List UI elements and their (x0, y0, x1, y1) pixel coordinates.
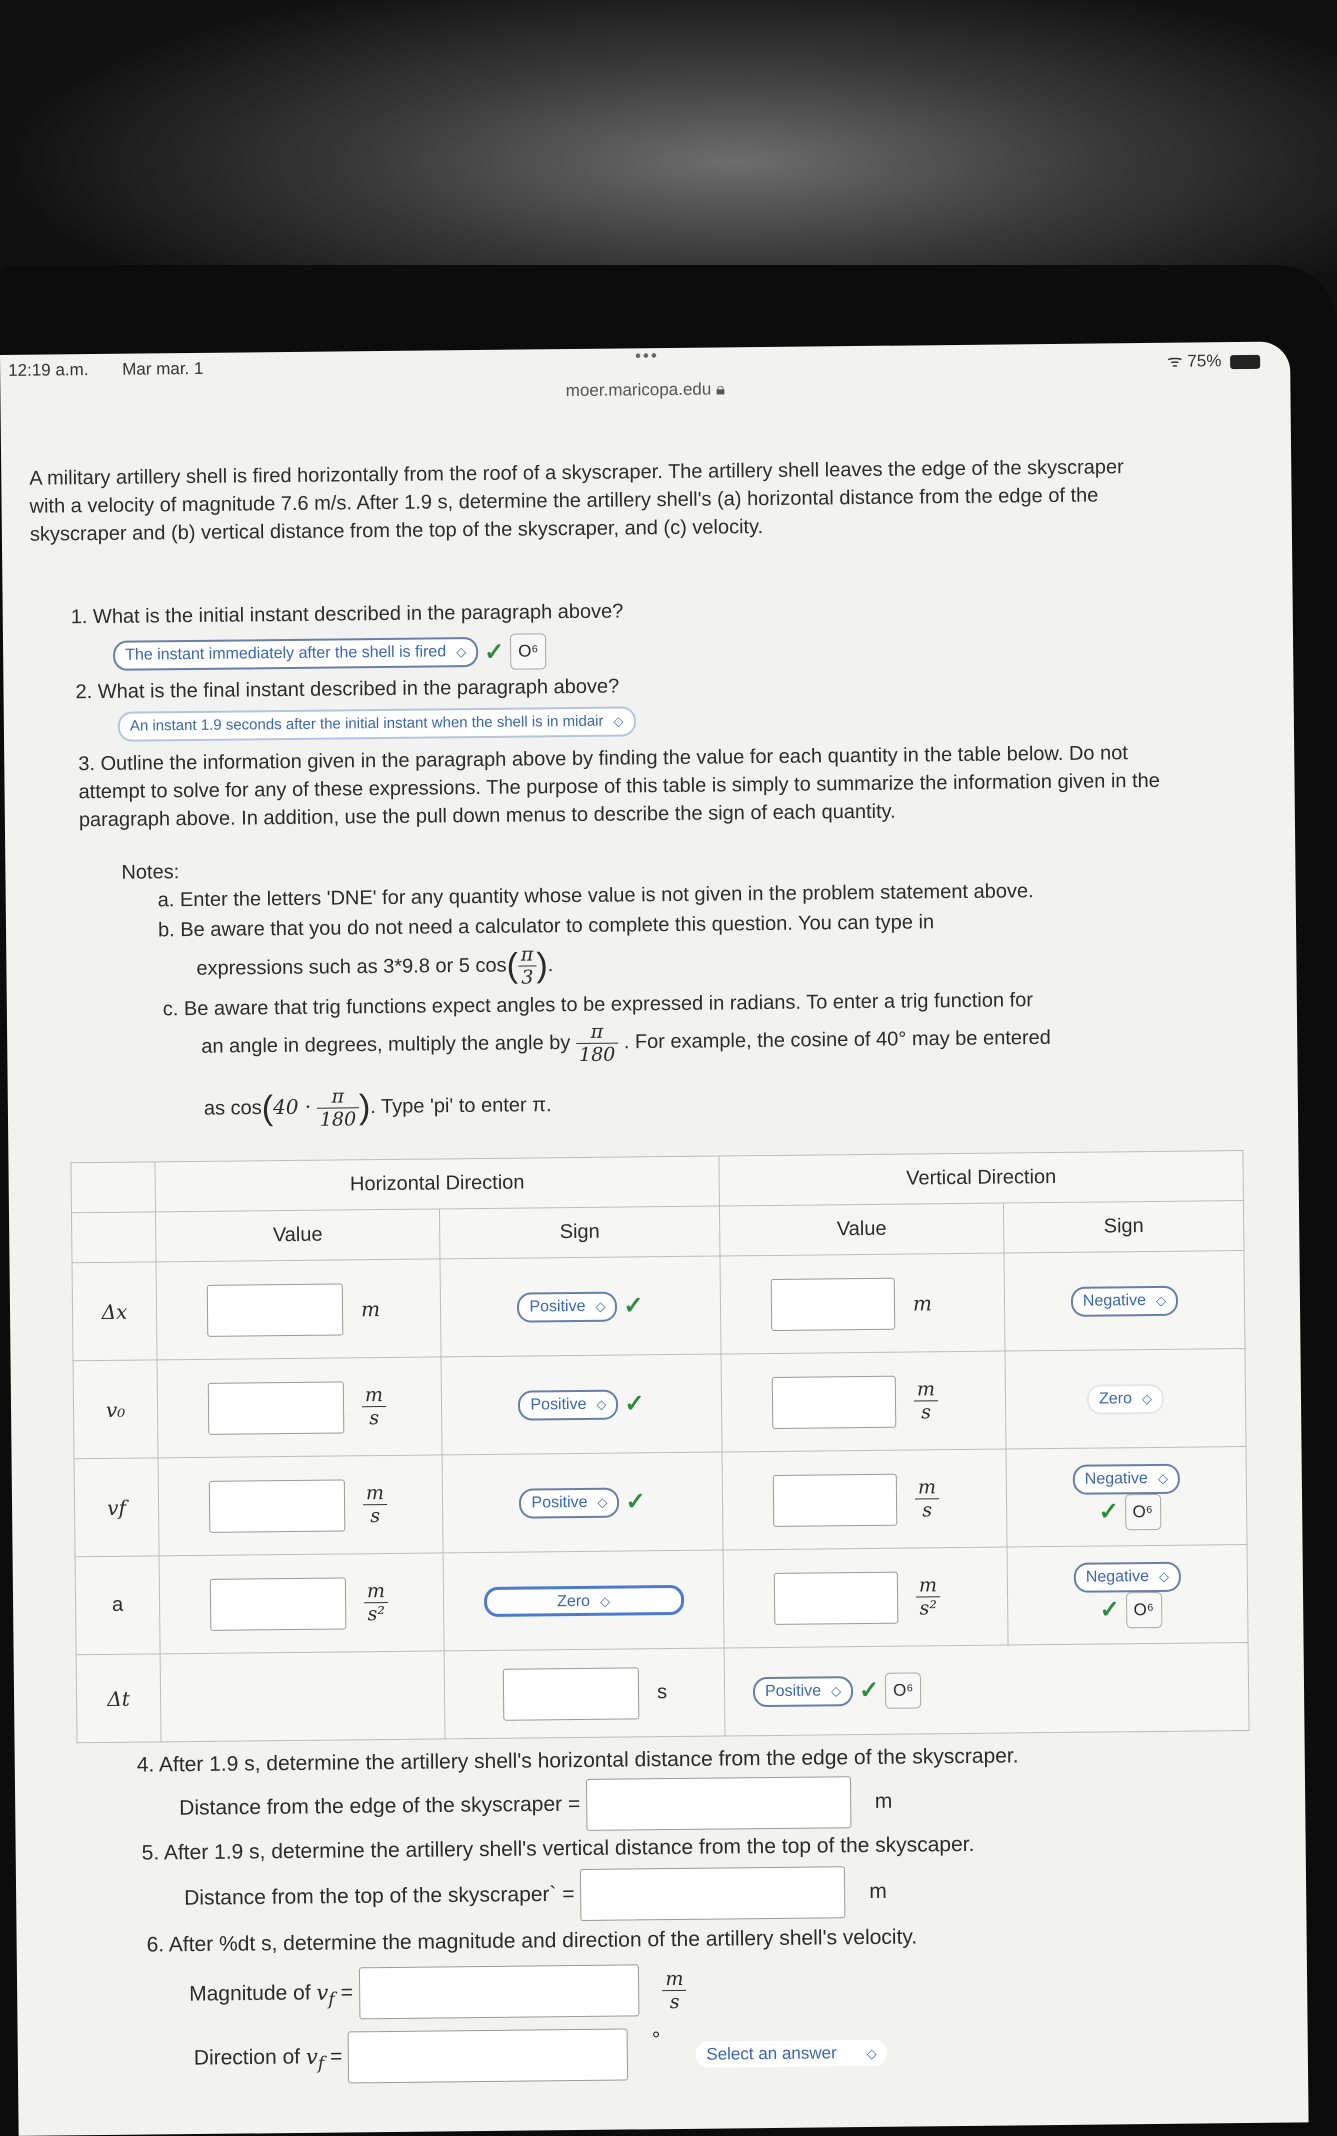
corner-cell (71, 1162, 156, 1213)
lock-icon: 🔒︎ (715, 379, 726, 399)
key-icon[interactable]: O⁶ (1125, 1493, 1161, 1529)
question-5 (142, 1833, 975, 1866)
chevron-icon: ◇ (1157, 1470, 1168, 1486)
note-b-text: expressions such as 3*9.8 or 5 cos (196, 954, 507, 980)
q3-text: Outline the information given in the paragraph above by finding the value for each quantity in the table below. Do not attempt to solve for any of these expressions. The purpose of this table is simply to summarize the information given in the paragraph above. In addition, use the pull down menus to describe the sign of each quantity. (78, 742, 1160, 832)
check-icon: ✓ (858, 1676, 880, 1705)
v-value-cell (722, 1449, 1007, 1550)
unit-num: m (916, 1574, 940, 1597)
v-sign-header: Sign (1003, 1201, 1244, 1254)
unit-den: s² (367, 1603, 386, 1626)
unit-den: s (370, 1505, 381, 1528)
unit-num: m (364, 1580, 388, 1603)
sign-value: Positive (530, 1395, 587, 1414)
status-time: 12:19 a.m. (8, 360, 89, 380)
forty-times: 40 · (272, 1094, 312, 1119)
unit-num: m (915, 1476, 939, 1499)
row-label-dx: Δx (72, 1262, 157, 1361)
q6-direction-row (194, 2026, 887, 2085)
unit: m (360, 1296, 381, 1321)
q3-note-c: c. Be aware that trig functions expect angles to be expressed in radians. To enter a trig function for (162, 989, 1034, 1021)
dx-h-sign-select[interactable] (517, 1291, 617, 1322)
h-value-cell (157, 1357, 442, 1458)
sign-value: Negative (1082, 1291, 1147, 1310)
v0-h-sign-select[interactable] (518, 1389, 618, 1420)
row-label-vf: vf (74, 1458, 159, 1557)
q3-note-c-line3 (204, 1083, 552, 1132)
dt-sign-cell (724, 1643, 1249, 1736)
q6-text: After %dt s, determine the magnitude and direction of the artillery shell's velocity. (168, 1925, 918, 1957)
pi-over-180-fraction (576, 1021, 619, 1066)
q3-notes-label: Notes: (121, 861, 180, 884)
q3-note-b-expr: expressions such as 3*9.8 or 5 cos( $\frac{\pi}{3}$ ). (196, 943, 554, 989)
vf-h-sign-select[interactable] (519, 1487, 619, 1518)
h-sign-cell (443, 1550, 724, 1651)
battery-indicator (1167, 348, 1260, 372)
q2-number: 2. (75, 681, 93, 704)
unit-num: m (914, 1378, 938, 1401)
q1-answer-select[interactable] (113, 637, 478, 671)
frac-num: π (518, 943, 537, 966)
vector-symbol: v (316, 1980, 329, 2005)
check-icon: ✓ (625, 1488, 646, 1516)
q4-unit: m (874, 1789, 893, 1813)
key-icon[interactable]: O⁶ (885, 1672, 921, 1708)
chevron-icon: ◇ (866, 2045, 877, 2061)
chevron-icon: ◇ (1141, 1390, 1153, 1406)
direction-select-value: Select an answer (706, 2042, 837, 2064)
a-h-sign-select[interactable] (483, 1584, 683, 1616)
q6-number: 6. (146, 1933, 165, 1957)
row-label-dt: Δt (76, 1654, 161, 1743)
vertical-header: Vertical Direction (719, 1151, 1243, 1206)
h-sign-header: Sign (439, 1206, 720, 1259)
velocity-unit-fraction (662, 1967, 687, 2012)
sign-value: Zero (557, 1592, 591, 1610)
sign-value: Negative (1084, 1469, 1148, 1488)
unit-num: m (662, 1967, 686, 1990)
v-sign-cell (1005, 1349, 1246, 1450)
sign-value: Positive (529, 1297, 586, 1316)
key-icon[interactable]: O⁶ (510, 633, 546, 669)
dx-v-value-input[interactable] (771, 1277, 896, 1330)
unit: s (656, 1681, 668, 1704)
chevron-icon: ◇ (1158, 1568, 1170, 1584)
q6-magnitude-row (189, 1964, 687, 2021)
dt-empty-cell (160, 1651, 445, 1742)
question-content (29, 453, 1180, 549)
chevron-icon: ◇ (613, 713, 624, 729)
q5-unit: m (869, 1879, 887, 1903)
dt-sign-select[interactable] (753, 1676, 853, 1707)
unit-fraction (916, 1574, 941, 1619)
sign-value: Positive (764, 1681, 822, 1700)
url-text: moer.maricopa.edu (565, 379, 712, 401)
q6-direction-input[interactable] (348, 2029, 629, 2084)
frac-den: 3 (521, 966, 534, 989)
v0-v-value-input[interactable] (772, 1375, 897, 1428)
v-value-header: Value (719, 1203, 1004, 1256)
question-1 (71, 600, 624, 629)
question-6 (147, 1925, 918, 1957)
q3-note-b: b. Be aware that you do not need a calculator to complete this question. You can type in (157, 911, 935, 942)
check-icon: ✓ (623, 1292, 644, 1320)
q4-distance-input[interactable] (586, 1776, 852, 1831)
battery-percent: 75% (1187, 351, 1222, 371)
equals-sign: = (562, 1882, 575, 1906)
unit-den: s (922, 1499, 933, 1522)
battery-icon (1230, 354, 1260, 368)
h-value-cell (158, 1455, 443, 1556)
check-icon: ✓ (624, 1390, 645, 1418)
sign-value: Positive (531, 1493, 588, 1511)
h-sign-cell (440, 1256, 721, 1357)
unit-den: s (669, 1990, 680, 2013)
direction-select[interactable] (696, 2039, 887, 2067)
chevron-icon: ◇ (1155, 1292, 1167, 1308)
q6-magnitude-input[interactable] (358, 1964, 639, 2019)
unit-den: s² (919, 1597, 937, 1620)
question-2 (75, 676, 619, 705)
unit-fraction (363, 1482, 388, 1527)
multitask-dots-icon[interactable]: ••• (634, 346, 660, 366)
q5-text: After 1.9 s, determine the artillery shell's vertical distance from the top of the skyscaper. (163, 1832, 975, 1865)
unit-fraction (914, 1378, 939, 1423)
h-value-cell (156, 1259, 441, 1360)
vector-subscript: f (328, 1989, 335, 2010)
paren-open: ( (261, 1089, 274, 1128)
chevron-icon: ◇ (595, 1298, 606, 1314)
equals-sign: = (567, 1792, 581, 1816)
v0-h-value-input[interactable] (208, 1381, 345, 1434)
q4-number: 4. (136, 1753, 155, 1777)
chevron-icon: ◇ (599, 1593, 611, 1609)
pi-over-3-fraction (518, 943, 537, 988)
a-v-sign-select[interactable] (1074, 1561, 1181, 1592)
row-label-v0: v₀ (73, 1360, 158, 1459)
unit: m (912, 1290, 933, 1315)
direction-label: Direction of (193, 2045, 301, 2070)
unit-num: m (363, 1482, 387, 1505)
vf-v-value-input[interactable] (773, 1473, 898, 1526)
vf-h-value-input[interactable] (209, 1479, 346, 1532)
unit-den: s (921, 1401, 932, 1424)
q1-number: 1. (70, 606, 88, 629)
chevron-icon: ◇ (456, 644, 467, 660)
q2-answer-value: An instant 1.9 seconds after the initial instant when the shell is in midair (129, 712, 604, 735)
chevron-icon: ◇ (830, 1682, 842, 1698)
note-c-text: an angle in degrees, multiply the angle by (201, 1031, 571, 1058)
unit-fraction (915, 1476, 940, 1521)
note-c-cos: as cos (203, 1097, 262, 1120)
q3-note-c-line2 (201, 1016, 1051, 1070)
sign-value: Negative (1085, 1567, 1150, 1586)
q5-label: Distance from the top of the skyscraper` (184, 1882, 557, 1910)
frac-den: 180 (319, 1108, 357, 1131)
question-4 (137, 1744, 1019, 1777)
v-sign-cell (1006, 1447, 1247, 1548)
h-value-header: Value (155, 1209, 440, 1262)
vector-subscript: f (317, 2053, 325, 2074)
q5-answer-row (184, 1866, 887, 1925)
q5-number: 5. (141, 1841, 160, 1865)
corner-cell (71, 1212, 156, 1263)
q5-distance-input[interactable] (580, 1866, 846, 1921)
h-sign-cell (441, 1354, 722, 1455)
unit-fraction (362, 1384, 387, 1429)
dx-h-value-input[interactable] (207, 1283, 344, 1336)
degree-symbol: ° (651, 2028, 661, 2052)
v-sign-cell (1004, 1251, 1245, 1352)
frac-num: π (576, 1021, 619, 1044)
dx-v-sign-select[interactable] (1071, 1285, 1178, 1316)
vf-v-sign-select[interactable] (1073, 1463, 1180, 1494)
kinematics-table (70, 1150, 1249, 1743)
unit-num: m (362, 1384, 386, 1407)
q4-label: Distance from the edge of the skyscraper (179, 1792, 563, 1820)
chevron-icon: ◇ (596, 1396, 607, 1412)
equals-sign: = (329, 2045, 343, 2069)
q1-answer-value: The instant immediately after the shell is fired (125, 643, 447, 664)
paren-close: ) (358, 1088, 371, 1127)
q4-text: After 1.9 s, determine the artillery shell's horizontal distance from the edge of the skyscraper. (158, 1744, 1019, 1777)
paren-open: ( (506, 946, 519, 985)
vector-vf (305, 2044, 325, 2074)
frac-num: π (317, 1085, 360, 1108)
question-3 (78, 739, 1179, 835)
q1-text: What is the initial instant described in the paragraph above? (92, 600, 624, 629)
horizontal-header: Horizontal Direction (155, 1156, 719, 1212)
problem-statement: A military artillery shell is fired horizontally from the roof of a skyscraper. The artillery shell leaves the edge of the skyscraper with a velocity of magnitude 7.6 m/s. After 1.9 s, determine the artillery shell's (a) horizontal distance from the edge of the skyscraper and (b) vertical distance from the top of the skyscraper, and (c) velocity. (29, 456, 1124, 546)
v0-v-sign-select[interactable] (1087, 1383, 1164, 1414)
check-icon: ✓ (1098, 1498, 1119, 1526)
h-value-cell (159, 1553, 444, 1654)
v-value-cell (721, 1351, 1006, 1452)
check-icon: ✓ (484, 638, 505, 666)
paren-close: ) (536, 946, 548, 985)
note-c-end: . Type 'pi' to enter π. (370, 1094, 552, 1118)
vector-symbol: v (305, 2044, 318, 2069)
q4-answer-row (179, 1776, 893, 1835)
q2-answer-row (118, 706, 636, 741)
a-v-value-input[interactable] (774, 1571, 899, 1624)
row-label-a: a (75, 1556, 160, 1655)
pi-over-180-fraction (317, 1085, 360, 1130)
v-value-cell (723, 1547, 1008, 1648)
h-sign-cell (442, 1452, 723, 1553)
unit-den: s (369, 1407, 380, 1430)
key-icon[interactable]: O⁶ (1126, 1591, 1162, 1627)
a-h-value-input[interactable] (210, 1577, 347, 1630)
dt-value-input[interactable] (503, 1667, 640, 1720)
wifi-icon: ᯤ (1166, 351, 1183, 371)
v-sign-cell (1007, 1545, 1248, 1646)
q1-answer-row (113, 633, 546, 674)
sign-value: Zero (1098, 1389, 1133, 1408)
check-icon: ✓ (1099, 1596, 1120, 1624)
status-date: Mar mar. 1 (122, 358, 204, 379)
q3-note-a: a. Enter the letters 'DNE' for any quantity whose value is not given in the problem statement above. (157, 880, 1034, 912)
note-c-text-2: . For example, the cosine of 40° may be entered (623, 1026, 1051, 1054)
chevron-icon: ◇ (597, 1494, 608, 1510)
unit-fraction (364, 1580, 389, 1625)
q2-answer-select[interactable] (118, 706, 636, 741)
v-value-cell (720, 1253, 1005, 1354)
q3-number: 3. (78, 753, 96, 776)
dt-value-cell (444, 1648, 725, 1739)
frac-den: 180 (578, 1043, 616, 1066)
magnitude-label: Magnitude of (189, 1981, 311, 2006)
tablet-screen (0, 341, 1309, 2135)
q2-text: What is the final instant described in the paragraph above? (97, 675, 620, 703)
vector-vf (316, 1980, 335, 2010)
equals-sign: = (340, 1980, 354, 2005)
